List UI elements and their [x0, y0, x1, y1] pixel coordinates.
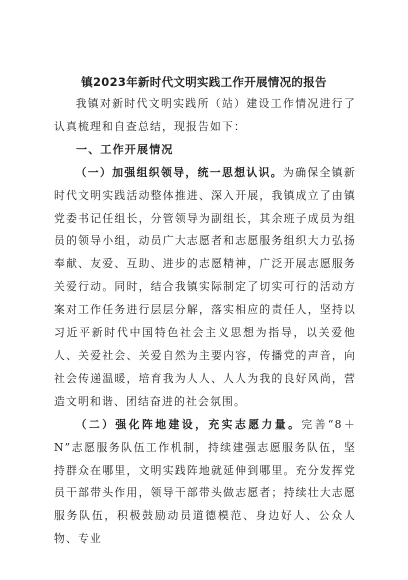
item-1-lead: （一）加强组织领导，统一思想认识。 — [75, 165, 283, 179]
section-heading: 一、工作开展情况 — [76, 142, 174, 156]
item-2-paragraph — [54, 414, 356, 551]
document-title: 镇2023年新时代文明实践工作开展情况的报告 — [81, 75, 327, 89]
intro-paragraph: 我镇对新时代文明实践所（站）建设工作情况进行了认真梳理和自查总结，现报告如下： — [54, 97, 356, 133]
item-1-paragraph — [54, 162, 356, 414]
document-body — [54, 93, 356, 551]
item-2-text: 完善“8＋N”志愿服务队伍工作机制，持续建强志愿服务队伍，坚持群众在哪里，文明实践阵地就延伸到哪里。充分发挥党员干部带头作用，领导干部带头做志愿者；持续壮大志愿服务队伍，积极鼓励动员道德模范、身边好人、公众人物、专业 — [54, 417, 357, 546]
item-1-text: 为确保全镇新时代文明实践活动整体推进、深入开展，我镇成立了由镇党委书记任组长，分管领导为副组长，其余班子成员为组员的领导小组，动员广大志愿者和志愿服务组织大力弘扬奉献、友爱、互助、进步的志愿精神，广泛开展志愿服务关爱行动。同时，结合我镇实际制定了切实可行的活动方案对工作任务进行层层分解，落实相应的责任人，坚持以习近平新时代中国特色社会主义思想为指导，以关爱他人、关爱社会、关爱自然为主要内容，传播党的声音，向社会传递温暖，培育我为人人、人人为我的良好风尚，营造文明和谐、团结奋进的社会氛围。 — [54, 165, 356, 408]
item-2-lead: （二）强化阵地建设，充实志愿力量。 — [75, 417, 302, 431]
